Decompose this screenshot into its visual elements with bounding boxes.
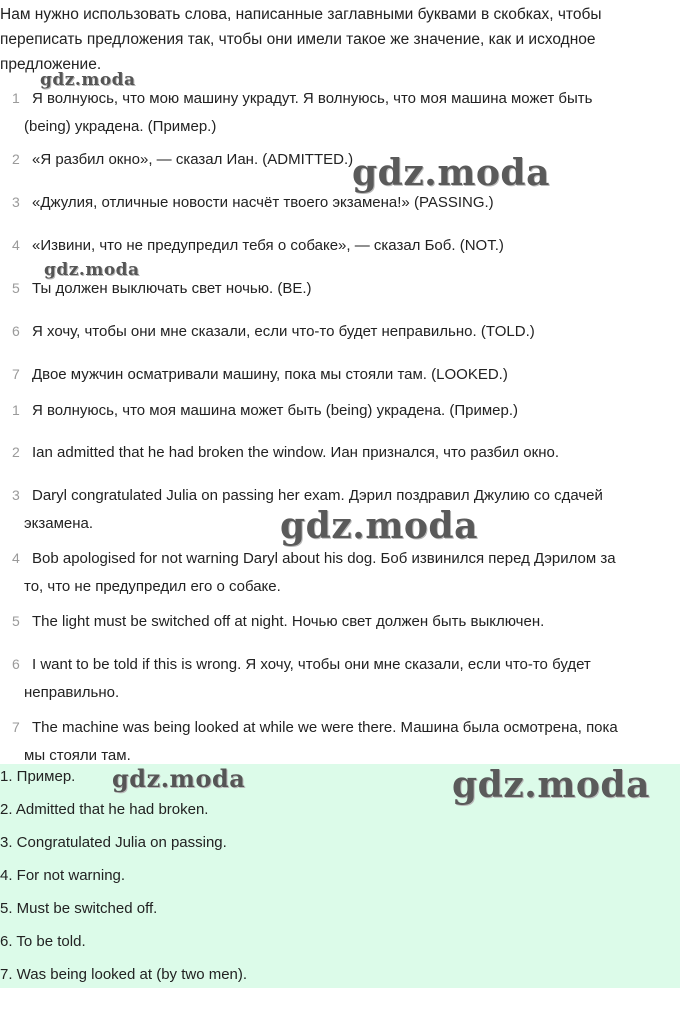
watermark-logo: gdz.moda xyxy=(352,152,550,194)
item-text-cont: мы стояли там. xyxy=(24,747,131,764)
item-number: 7 xyxy=(12,719,20,735)
watermark-logo: gdz.moda xyxy=(40,70,136,90)
watermark-logo: gdz.moda xyxy=(44,260,140,280)
item-text: «Джулия, отличные новости насчёт твоего экзамена!» (PASSING.) xyxy=(32,194,494,211)
solution-item xyxy=(12,650,672,707)
task-item xyxy=(12,231,672,260)
item-text-cont: неправильно. xyxy=(24,684,120,701)
answer-line: 7. Was being looked at (by two men). xyxy=(0,966,248,983)
item-number: 6 xyxy=(12,323,20,339)
item-number: 4 xyxy=(12,550,20,566)
item-text: Bob apologised for not warning Daryl about his dog. Боб извинился перед Дэрилом за xyxy=(32,550,616,567)
task-item xyxy=(12,84,672,141)
solution-item xyxy=(12,438,672,467)
item-text: «Извини, что не предупредил тебя о собаке», — сказал Боб. (NOT.) xyxy=(32,237,504,254)
item-text: I want to be told if this is wrong. Я хочу, чтобы они мне сказали, если что-то будет xyxy=(32,656,591,673)
item-text-cont: (being) украдена. (Пример.) xyxy=(24,118,217,135)
answer-line: 1. Пример. xyxy=(0,768,76,785)
task-item xyxy=(12,145,672,174)
instructions-text: Нам нужно использовать слова, написанные заглавными буквами в скобках, чтобы переписать предложения так, чтобы они имели такое же значение, как и исходное предложение. xyxy=(0,6,602,73)
task-item xyxy=(12,317,672,346)
item-number: 6 xyxy=(12,656,20,672)
item-text: The light must be switched off at night. Ночью свет должен быть выключен. xyxy=(32,613,545,630)
item-number: 3 xyxy=(12,487,20,503)
solution-item xyxy=(12,607,672,636)
solution-item xyxy=(12,544,672,601)
answer-line: 5. Must be switched off. xyxy=(0,900,158,917)
task-item xyxy=(12,360,672,389)
item-number: 2 xyxy=(12,151,20,167)
item-number: 2 xyxy=(12,444,20,460)
item-text: Я волнуюсь, что мою машину украдут. Я волнуюсь, что моя машина может быть xyxy=(32,90,593,107)
item-number: 5 xyxy=(12,613,20,629)
answer-line: 2. Admitted that he had broken. xyxy=(0,801,209,818)
item-number: 1 xyxy=(12,90,20,106)
item-text: Я хочу, чтобы они мне сказали, если что-то будет неправильно. (TOLD.) xyxy=(32,323,535,340)
item-text: Daryl congratulated Julia on passing her exam. Дэрил поздравил Джулию со сдачей xyxy=(32,487,603,504)
answer-line: 4. For not warning. xyxy=(0,867,126,884)
item-number: 5 xyxy=(12,280,20,296)
task-item xyxy=(12,188,672,217)
item-number: 1 xyxy=(12,402,20,418)
watermark-logo: gdz.moda xyxy=(280,505,478,547)
watermark-logo: gdz.moda xyxy=(112,764,246,793)
solution-item xyxy=(12,713,672,770)
item-text-cont: экзамена. xyxy=(24,515,94,532)
item-text: Я волнуюсь, что моя машина может быть (being) украдена. (Пример.) xyxy=(32,402,519,419)
item-number: 4 xyxy=(12,237,20,253)
item-text: Ian admitted that he had broken the window. Иан признался, что разбил окно. xyxy=(32,444,560,461)
item-number: 3 xyxy=(12,194,20,210)
solution-item xyxy=(12,396,672,425)
item-text-cont: то, что не предупредил его о собаке. xyxy=(24,578,281,595)
item-text: «Я разбил окно», — сказал Иан. (ADMITTED.) xyxy=(32,151,354,168)
answer-line: 3. Congratulated Julia on passing. xyxy=(0,834,227,851)
item-text: Ты должен выключать свет ночью. (BE.) xyxy=(32,280,312,297)
item-text: Двое мужчин осматривали машину, пока мы стояли там. (LOOKED.) xyxy=(32,366,508,383)
answer-line: 6. To be told. xyxy=(0,933,86,950)
watermark-logo: gdz.moda xyxy=(452,764,650,806)
item-number: 7 xyxy=(12,366,20,382)
item-text: The machine was being looked at while we were there. Машина была осмотрена, пока xyxy=(32,719,618,736)
